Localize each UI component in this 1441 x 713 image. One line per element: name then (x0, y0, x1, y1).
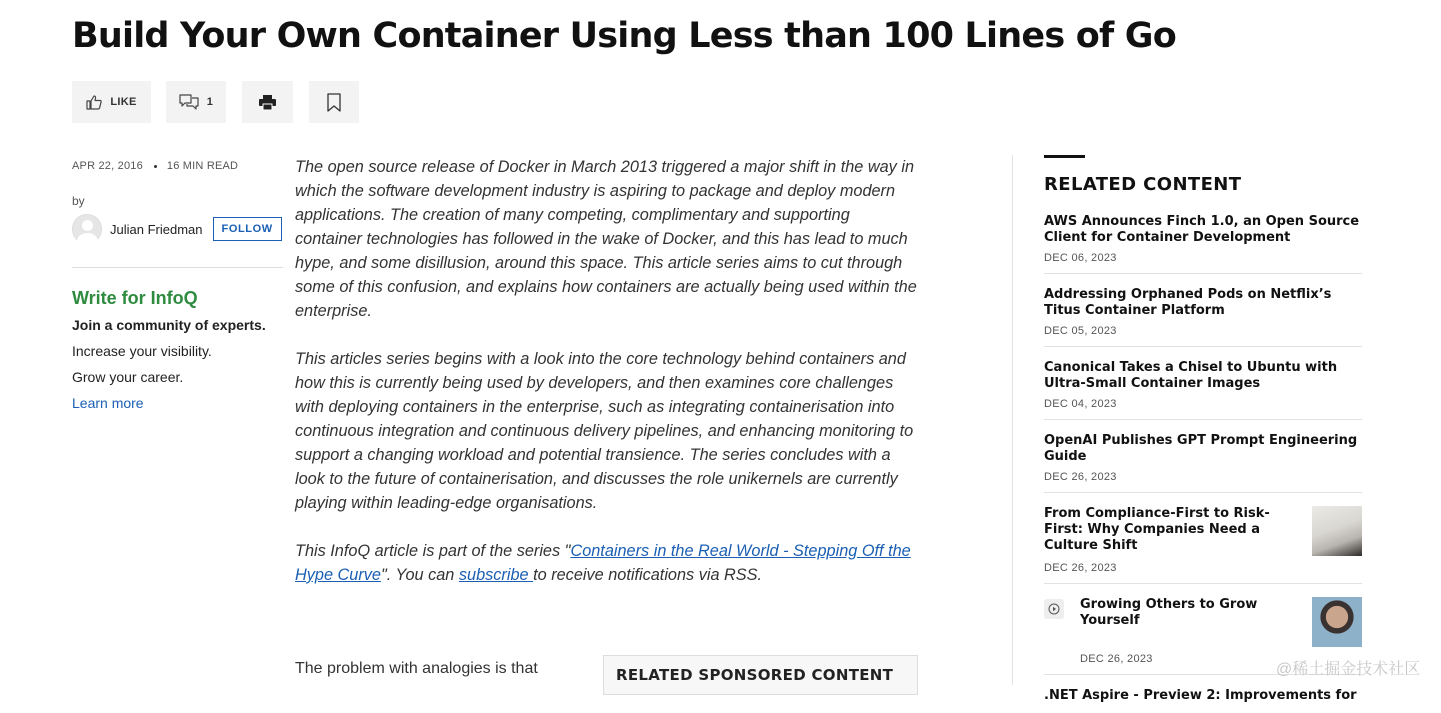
heading-accent-bar (1044, 155, 1085, 158)
like-label: LIKE (110, 96, 137, 108)
comment-icon (179, 94, 199, 110)
related-item-date: DEC 26, 2023 (1080, 653, 1153, 665)
print-icon (259, 95, 276, 110)
related-item-date: DEC 26, 2023 (1044, 471, 1117, 483)
video-play-icon (1044, 599, 1064, 619)
related-item-title[interactable]: Growing Others to Grow Yourself (1080, 597, 1258, 628)
series-link[interactable]: Containers in the Real World - Stepping Off the Hype Curve (295, 542, 911, 584)
like-button[interactable] (72, 81, 151, 123)
print-button[interactable] (242, 81, 293, 123)
related-item-date: DEC 26, 2023 (1044, 562, 1117, 574)
related-item[interactable] (1044, 420, 1362, 493)
site-watermark: @稀土掘金技术社区 (1276, 661, 1421, 678)
article-sidebar (72, 160, 283, 411)
publish-date: APR 22, 2016 (72, 160, 143, 172)
related-content-heading: RELATED CONTENT (1044, 174, 1242, 195)
article-meta (72, 160, 283, 172)
related-item[interactable] (1044, 493, 1362, 584)
intro-paragraph-1: The open source release of Docker in March 2013 triggered a major shift in the way in which the software development industry is aspiring to package and deploy modern applications. The creation of many competing, complimentary and supporting container technologies has followed in the wake of Docker, and this has lead to much hype, and some disillusion, around this space. This article series aims to cut through some of this confusion, and explains how containers are actually being used within the enterprise. (295, 158, 917, 320)
related-item-thumbnail[interactable] (1312, 597, 1362, 647)
related-item-date: DEC 06, 2023 (1044, 252, 1117, 264)
body-paragraph: The problem with analogies is that (295, 660, 538, 677)
learn-more-link[interactable]: Learn more (72, 395, 144, 411)
write-line-2: Increase your visibility. (72, 343, 212, 359)
sponsored-content-heading: RELATED SPONSORED CONTENT (603, 655, 918, 695)
article-actions (72, 81, 359, 123)
thumbs-up-icon (86, 95, 102, 110)
related-item-date: DEC 05, 2023 (1044, 325, 1117, 337)
write-for-infoq-body (72, 317, 283, 385)
write-line-1: Join a community of experts. (72, 317, 266, 333)
article-body (295, 155, 920, 611)
read-time: 16 MIN READ (166, 160, 239, 172)
subscribe-link[interactable]: subscribe (458, 566, 534, 584)
related-item[interactable] (1044, 274, 1362, 347)
bookmark-icon (327, 93, 341, 112)
divider (72, 267, 283, 268)
column-divider (1012, 155, 1013, 685)
series-prefix: This InfoQ article is part of the series " (295, 542, 571, 560)
meta-separator (154, 165, 157, 168)
related-list (1044, 210, 1362, 713)
related-item[interactable] (1044, 210, 1362, 274)
author-name[interactable]: Julian Friedman (110, 221, 203, 237)
comment-count: 1 (206, 96, 214, 108)
series-middle: ". You can (380, 566, 459, 584)
related-item-date: DEC 04, 2023 (1044, 398, 1117, 410)
related-item-title[interactable]: Addressing Orphaned Pods on Netflix’s Titus Container Platform (1044, 287, 1332, 318)
follow-button[interactable]: FOLLOW (213, 217, 282, 241)
related-item[interactable] (1044, 347, 1362, 420)
related-item-title[interactable]: AWS Announces Finch 1.0, an Open Source Client for Container Development (1044, 214, 1360, 245)
series-suffix: to receive notifications via RSS. (533, 566, 763, 584)
related-item-title[interactable]: From Compliance-First to Risk-First: Why Companies Need a Culture Shift (1044, 506, 1270, 553)
author-avatar[interactable] (72, 214, 102, 244)
intro-paragraph-2: This articles series begins with a look into the core technology behind containers and how this is currently being used by developers, and then examines core challenges with deploying containers in the enterprise, such as integrating containerisation into continuous integration and continuous delivery pipelines, and enhancing monitoring to support a changing workload and potential transience. The series concludes with a look to the future of containerisation, and discusses the role unikernels are currently playing within leading-edge organisations. (295, 350, 914, 512)
series-paragraph (295, 539, 920, 587)
write-for-infoq-title: Write for InfoQ (72, 288, 198, 308)
related-item[interactable] (1044, 675, 1362, 713)
related-item-title[interactable]: OpenAI Publishes GPT Prompt Engineering Guide (1044, 433, 1358, 464)
write-line-3: Grow your career. (72, 369, 184, 385)
article-title: Build Your Own Container Using Less than 100 Lines of Go (72, 16, 1176, 56)
comments-button[interactable] (166, 81, 226, 123)
related-item-title[interactable]: .NET Aspire - Preview 2: Improvements for (1044, 688, 1357, 703)
related-item-title[interactable]: Canonical Takes a Chisel to Ubuntu with Ultra-Small Container Images (1044, 360, 1338, 391)
by-label: by (72, 194, 85, 208)
related-content-panel (1044, 155, 1362, 713)
bookmark-button[interactable] (309, 81, 359, 123)
author-row (72, 214, 283, 244)
related-item-thumbnail[interactable] (1312, 506, 1362, 556)
